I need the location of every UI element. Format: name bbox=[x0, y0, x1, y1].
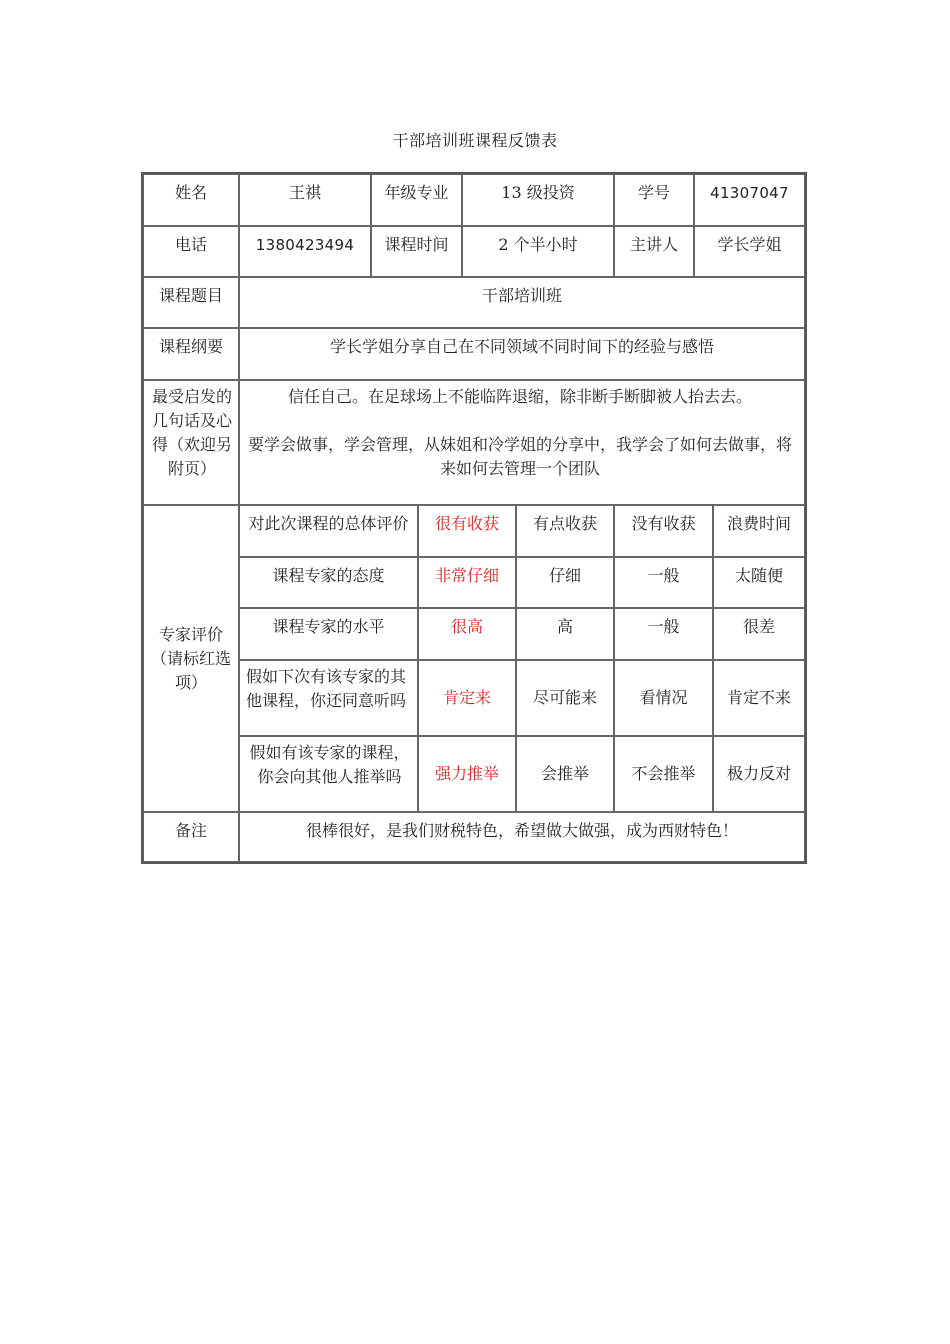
eval-option: 仔细 bbox=[516, 557, 614, 608]
student-id-value: 41307047 bbox=[694, 174, 805, 226]
speaker-label: 主讲人 bbox=[614, 226, 694, 277]
speaker-value: 学长学姐 bbox=[694, 226, 805, 277]
student-id-label: 学号 bbox=[614, 174, 694, 226]
course-topic-value: 干部培训班 bbox=[239, 277, 805, 328]
insight-label: 最受启发的几句话及心得（欢迎另附页） bbox=[143, 380, 239, 505]
course-outline-value: 学长学姐分享自己在不同领域不同时间下的经验与感悟 bbox=[239, 328, 805, 380]
eval-option-selected: 强力推举 bbox=[418, 736, 516, 812]
phone-value: 1380423494 bbox=[239, 226, 371, 277]
remarks-label: 备注 bbox=[143, 812, 239, 862]
eval-option: 尽可能来 bbox=[516, 660, 614, 736]
eval-option: 会推举 bbox=[516, 736, 614, 812]
course-topic-label: 课程题目 bbox=[143, 277, 239, 328]
eval-question: 假如下次有该专家的其他课程，你还同意听吗 bbox=[239, 660, 418, 736]
eval-option: 不会推举 bbox=[614, 736, 713, 812]
eval-question: 课程专家的水平 bbox=[239, 608, 418, 660]
eval-option: 很差 bbox=[713, 608, 805, 660]
major-value: 13 级投资 bbox=[462, 174, 614, 226]
course-time-value: 2 个半小时 bbox=[462, 226, 614, 277]
remarks-value: 很棒很好，是我们财税特色，希望做大做强，成为西财特色！ bbox=[239, 812, 805, 862]
eval-question: 课程专家的态度 bbox=[239, 557, 418, 608]
eval-option-selected: 非常仔细 bbox=[418, 557, 516, 608]
name-label: 姓名 bbox=[143, 174, 239, 226]
expert-evaluation-label: 专家评价（请标红选项） bbox=[143, 505, 239, 812]
eval-option-selected: 很有收获 bbox=[418, 505, 516, 557]
eval-option: 太随便 bbox=[713, 557, 805, 608]
phone-label: 电话 bbox=[143, 226, 239, 277]
eval-option-selected: 肯定来 bbox=[418, 660, 516, 736]
eval-option: 有点收获 bbox=[516, 505, 614, 557]
eval-option: 高 bbox=[516, 608, 614, 660]
eval-option: 浪费时间 bbox=[713, 505, 805, 557]
course-time-label: 课程时间 bbox=[371, 226, 462, 277]
eval-option: 没有收获 bbox=[614, 505, 713, 557]
insight-paragraph-1: 信任自己。在足球场上不能临阵退缩，除非断手断脚被人抬去去。 bbox=[287, 387, 752, 406]
eval-option: 一般 bbox=[614, 608, 713, 660]
major-label: 年级专业 bbox=[371, 174, 462, 226]
course-outline-label: 课程纲要 bbox=[143, 328, 239, 380]
eval-option: 极力反对 bbox=[713, 736, 805, 812]
eval-option-selected: 很高 bbox=[418, 608, 516, 660]
insight-paragraph-2: 要学会做事，学会管理，从妹姐和冷学姐的分享中，我学会了如何去做事，将来如何去管理一个团队 bbox=[247, 435, 792, 478]
eval-question: 对此次课程的总体评价 bbox=[239, 505, 418, 557]
eval-option: 肯定不来 bbox=[713, 660, 805, 736]
eval-option: 一般 bbox=[614, 557, 713, 608]
eval-option: 看情况 bbox=[614, 660, 713, 736]
insight-content bbox=[239, 380, 805, 505]
document-title: 干部培训班课程反馈表 bbox=[392, 131, 558, 150]
name-value: 王祺 bbox=[239, 174, 371, 226]
eval-question: 假如有该专家的课程，你会向其他人推举吗 bbox=[239, 736, 418, 812]
